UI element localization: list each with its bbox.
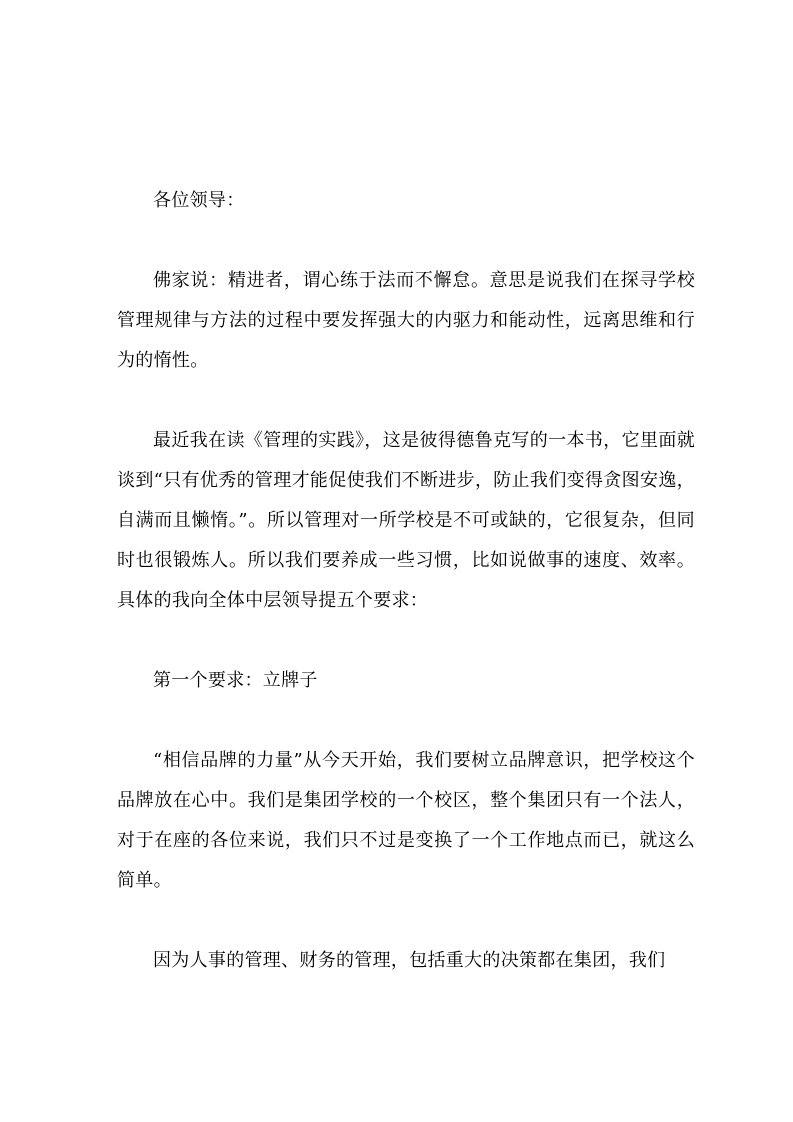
paragraph-intro: 佛家说：精进者，谓心练于法而不懈怠。意思是说我们在探寻学校管理规律与方法的过程中要发挥强大的内驱力和能动性，远离思维和行为的惰性。 — [117, 270, 695, 371]
paragraph-management-practice: 最近我在读《管理的实践》，这是彼得德鲁克写的一本书，它里面就谈到“只有优秀的管理才能促使我们不断进步，防止我们变得贪图安逸，自满而且懒惰。”。所以管理对一所学校是不可或缺的，它很复杂，但同时也很锻炼人。所以我们要养成一些习惯，比如说做事的速度、效率。具体的我向全体中层领导提五个要求： — [117, 430, 695, 611]
paragraph-group-management: 因为人事的管理、财务的管理，包括重大的决策都在集团，我们 — [153, 950, 666, 971]
salutation: 各位领导： — [153, 190, 245, 211]
section-heading-first-requirement: 第一个要求：立牌子 — [153, 670, 318, 691]
paragraph-brand: “相信品牌的力量”从今天开始，我们要树立品牌意识，把学校这个品牌放在心中。我们是集团学校的一个校区，整个集团只有一个法人，对于在座的各位来说，我们只不过是变换了一个工作地点而已，就这么简单。 — [117, 750, 695, 891]
document-body — [117, 181, 695, 1021]
